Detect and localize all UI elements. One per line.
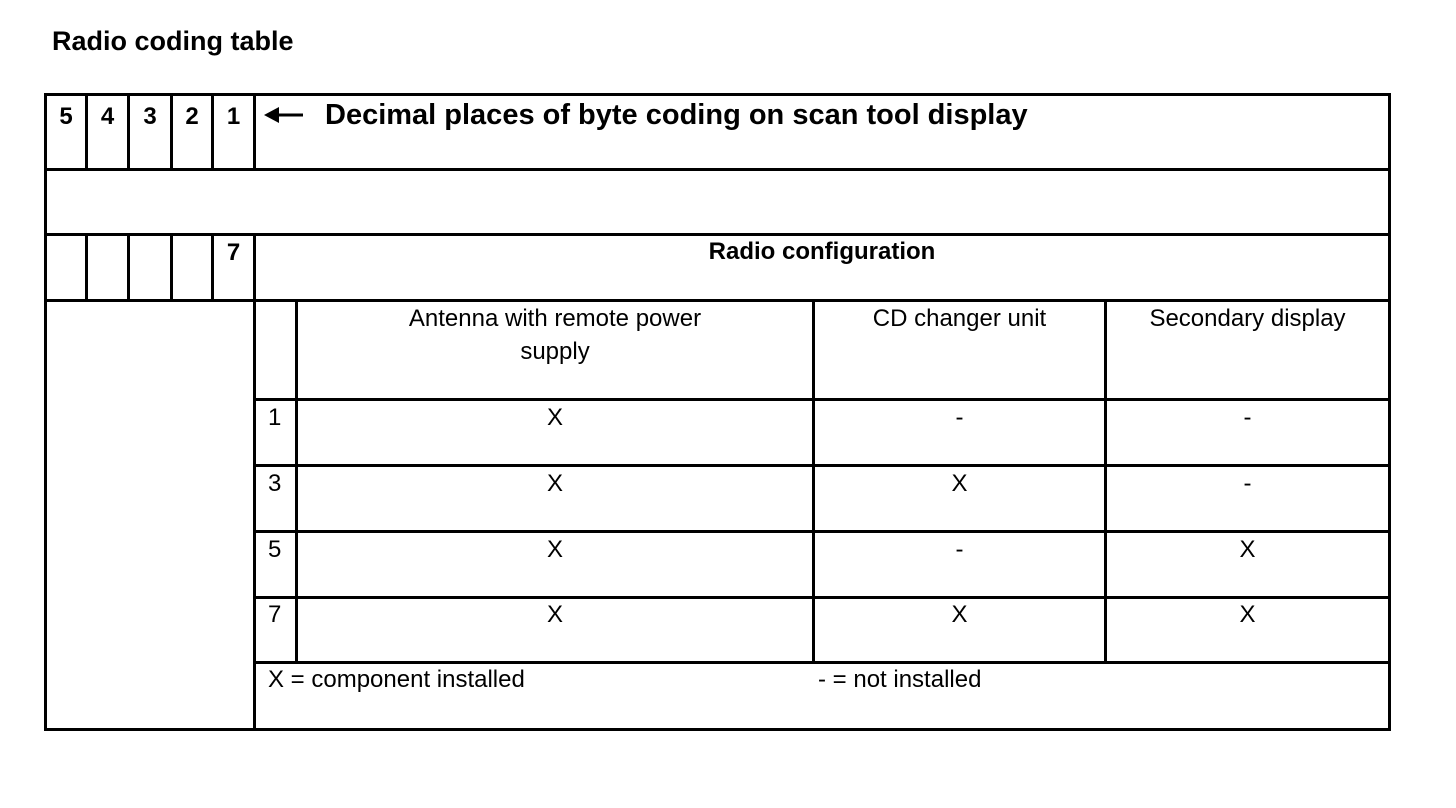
digit-3: 3 — [143, 103, 157, 130]
digit-5: 5 — [59, 103, 73, 130]
digit-1: 1 — [226, 103, 241, 130]
cell-secondary-display: X — [1239, 601, 1256, 628]
column-header-secondary-display: Secondary display — [1149, 305, 1346, 332]
table-border-bottom — [44, 728, 1391, 731]
row-rule — [254, 530, 1391, 533]
cell-antenna: X — [546, 470, 563, 497]
digit-divider — [127, 233, 130, 302]
page-title: Radio coding table — [52, 26, 294, 56]
cell-antenna: X — [546, 536, 563, 563]
row-rule — [254, 596, 1391, 599]
legend-not-installed: - = not installed — [818, 666, 982, 693]
column-divider — [253, 233, 256, 731]
row-rule — [254, 398, 1391, 401]
row-rule — [44, 168, 1391, 171]
row-rule — [254, 661, 1391, 664]
digit-divider — [85, 233, 88, 302]
legend-installed: X = component installed — [268, 666, 525, 693]
row-code: 1 — [268, 404, 282, 431]
table-border-top — [44, 93, 1391, 96]
digit-divider — [170, 233, 173, 302]
row-rule — [44, 233, 1391, 236]
row-code: 5 — [268, 536, 282, 563]
row-rule — [254, 464, 1391, 467]
cell-antenna: X — [546, 404, 563, 431]
header-caption: Decimal places of byte coding on scan tool display — [325, 99, 1028, 131]
cell-cd-changer: X — [951, 470, 968, 497]
column-header-antenna-line-2: supply — [520, 338, 590, 365]
row-rule — [44, 299, 1391, 302]
cell-antenna: X — [546, 601, 563, 628]
cell-secondary-display: X — [1239, 536, 1256, 563]
cell-cd-changer: - — [955, 404, 964, 431]
row-code: 7 — [268, 601, 282, 628]
digit-2: 2 — [185, 103, 199, 130]
column-header-cd-changer: CD changer unit — [872, 305, 1047, 332]
config-heading: Radio configuration — [708, 238, 936, 265]
arrow-left-icon — [264, 103, 304, 127]
table-border-right — [1388, 93, 1391, 731]
row-code: 3 — [268, 470, 282, 497]
table-border-left — [44, 93, 47, 731]
cell-secondary-display: - — [1243, 404, 1252, 431]
cell-cd-changer: X — [951, 601, 968, 628]
column-divider — [253, 93, 256, 171]
cell-secondary-display: - — [1243, 470, 1252, 497]
digit-4: 4 — [100, 103, 115, 130]
cell-cd-changer: - — [955, 536, 964, 563]
column-header-antenna-line-1: Antenna with remote power — [408, 305, 702, 332]
config-code: 7 — [226, 239, 241, 266]
